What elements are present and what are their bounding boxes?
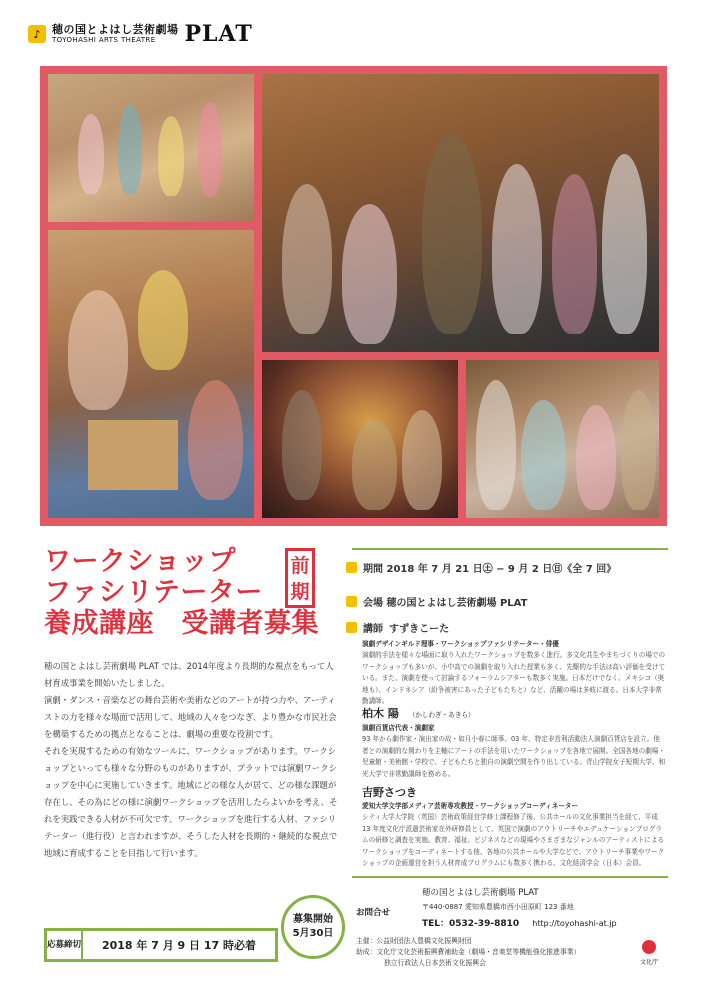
photo-train-game [466,360,659,518]
application-deadline [44,928,278,962]
deadline-value: 2018 年 7 月 9 日 17 時必着 [101,939,257,952]
lecturer1-role: 演劇デザインギルド理事・ワークショップファシリテーター・俳優 [362,640,559,648]
theatre-logo [28,20,253,48]
title-line-2: ファシリテーター [44,577,263,608]
lecturer1-desc: 演劇的手法を様々な場面に取り入れたワークショップを数多く進行。多文化共生やまちづくりの場でのワークショップも多いが、小中高での演劇を取り入れた授業も多く、先駆的な手法は高い評価を受けている。また、演劇を使って討論するフォーラムシアターも数多く実施。日本だけでなく、メキシコ（奥地も）、インドネシア（紛争被害にあった子どもたちと）など、活躍の場は多岐に渡る。日本大学非常勤講師。 [362,651,666,705]
lecturer3-name: 吉野さつき [362,786,417,799]
badge-char-top: 前 [290,555,310,577]
badge-line-1: 募集開始 [293,914,333,925]
credit-organizer: 主催：公益財団法人豊橋文化振興財団 [356,937,472,945]
photo-kids-dancing [48,74,254,222]
period-info [346,560,616,575]
period-text: 期間 2018 年 7 月 21 日㊏ − 9 月 2 日㊐《全 7 回》 [363,564,617,575]
contact-url[interactable]: http://toyohashi-at.jp [532,919,617,928]
theatre-logo-icon: ♪ [28,25,46,43]
lecturer2-ruby: （かしわぎ・あきら） [408,711,475,719]
lecturer2-name: 柏木 陽 [362,707,399,720]
logo-text [52,24,179,44]
contact-org: 穂の国とよはし芸術劇場 PLAT [422,888,539,898]
badge-line-2: 5月30日 [292,928,334,939]
photo-kids-crafting [48,230,254,518]
recruitment-start-badge [281,895,345,959]
lecturer3-desc: シティ大学大学院（英国）芸術政策経営学修士課程修了後、公共ホールの文化事業担当を経て、平成 13 年度文化庁派遣芸術家在外研修員として、英国で演劇のアウトリーチやエデュケーションプログラムの研修と調査を実施。教育、福祉、ビジネスなどの現場やさまざまなジャンルのアーティストによるワークショップをコーディネートする他、各地の公共ホールや大学などで、アウトリーチ事業やワークショップの企画運営を担う人材育成プログラムにも数多く携わる。文化経済学会（日本）会員。 [362,813,665,867]
credit-grant-2: 独立行政法人日本芸術文化振興会 [384,959,486,967]
credit-grant: 助成：文化庁文化芸術振興費補助金（劇場・音楽堂等機能強化推進事業） [356,948,581,956]
bullet-icon [346,596,357,607]
logo-english: TOYOHASHI ARTS THEATRE [52,36,156,44]
lecturer3-role: 愛知大学文学部メディア芸術専攻教授・ワークショップコーディネーター [362,802,579,810]
credits [356,936,580,969]
logo-japanese: 穂の国とよはし芸術劇場 [52,23,179,36]
intro-paragraph-2: 演劇・ダンス・音楽などの舞台芸術や美術などのアートが持つ力や、アーティストの力を様々な場面で活用して、地域の人々をつなぎ、より豊かな市民社会を構築するための拠点となることは、劇場の重要な役割です。 [44,695,337,739]
agency-logo [632,940,666,972]
agency-logo-text: 文化庁 [639,959,658,966]
bullet-icon [346,562,357,573]
lecturer1-name: すずきこーた [389,624,450,635]
deadline-label: 応募締切 [47,931,83,959]
lecturer2-role: 演劇百貨店代表・演劇家 [362,724,435,732]
intro-paragraph-3: それを実現するための有効なツールに、ワークショップがあります。ワークショップといっても様々な分野のものがありますが、プラットでは演劇ワークショップを中心に実施していきます。地域にどの様な人が居て、どの様な課題が存在し、その為にどの様に演劇ワークショップを活用したらよいかを考え、それを実践できる人材が不可欠です。ワークショップを進行する人材、ファシリテーター（進行役）と言われますが、そうした人材を長期的・継続的な視点で地域に育成することを目指して行います。 [44,746,338,858]
first-term-badge [285,548,315,608]
venue-info [346,594,527,609]
badge-char-bottom: 期 [290,581,310,603]
lecturer2-name-row [362,705,475,721]
intro-text [44,658,340,862]
agency-logo-icon [642,940,656,954]
lecturer2-desc: 93 年から劇作家・演出家の故・如月小春に師事。03 年、特定非営利活動法人演劇百貨店を設立。他者との演劇的な関わりを主軸にアートの手法を用いたワークショップを各地で展開。全国各地の劇場・児童館・美術館・学校で、子どもたちと独自の演劇空間を作り出している。青山学院女子短期大学、和光大学で非常勤講師を務める。 [362,735,666,778]
contact-address: 〒440-0887 愛知県豊橋市西小田原町 123 番地 [422,903,574,911]
contact-tel-row [422,916,617,929]
contact-divider [352,876,668,878]
venue-text: 会場 穂の国とよはし芸術劇場 PLAT [363,598,528,609]
lecturer-label: 講師 [363,624,383,635]
info-divider [352,548,668,550]
lecturer-header [346,620,449,635]
photo-group-exercise [262,74,659,352]
contact-tel: TEL：0532-39-8810 [422,919,520,929]
photo-dark-stage [262,360,458,518]
title-line-1: ワークショップ [44,546,236,577]
logo-plat: PLAT [184,21,253,47]
intro-paragraph-1: 穂の国とよはし芸術劇場 PLAT では、2014年度より長期的な視点をもって人材育成事業を開始いたしました。 [44,661,334,688]
bullet-icon [346,622,357,633]
cardboard-box [88,420,178,490]
contact-label: お問合せ [356,908,391,918]
title-line-3: 養成講座 受講者募集 [44,608,319,639]
page-title [44,546,319,639]
photo-collage [40,66,667,526]
